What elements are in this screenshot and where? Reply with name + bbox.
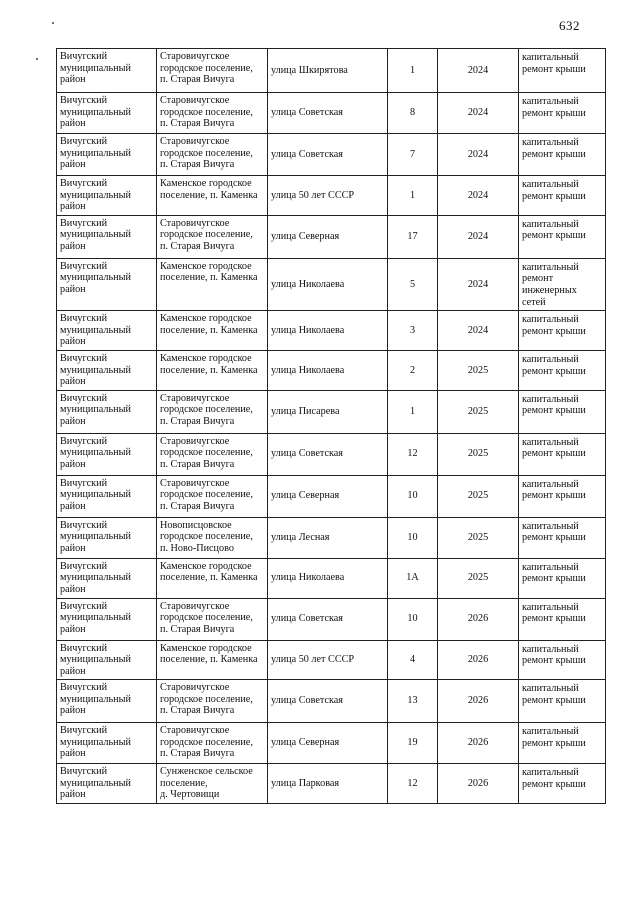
work-type-cell [519,640,606,680]
district-cell-line: район [60,748,86,760]
work-type-cell-line: ремонт крыши [522,448,586,460]
house-number-cell: 12 [388,433,438,475]
settlement-cell-line: городское поселение, [160,147,253,159]
year-cell: 2025 [438,517,519,558]
street-cell: улица Парковая [268,764,388,804]
settlement-cell [157,640,268,680]
house-number-cell: 1 [388,176,438,216]
work-type-cell-line: капитальный [522,601,579,613]
street-cell: улица Лесная [268,517,388,558]
settlement-cell-line: поселение, п. Каменка [160,572,258,584]
work-type-cell-line: ремонт крыши [522,230,586,242]
district-cell [57,558,157,598]
street-cell: улица Советская [268,93,388,134]
table-body [57,49,606,804]
settlement-cell-line: п. Ново-Писцово [160,542,234,554]
district-cell-line: муниципальный [60,189,131,201]
work-type-cell-line: ремонт крыши [522,694,586,706]
work-type-cell-line: капитальный [522,179,579,190]
house-number-cell: 7 [388,134,438,176]
work-type-cell-line: ремонт крыши [522,655,586,667]
work-type-cell-line: ремонт крыши [522,365,586,377]
street-cell: улица Северная [268,215,388,258]
district-cell-line: район [60,458,86,470]
settlement-cell-line: поселение, п. Каменка [160,654,258,666]
settlement-cell [157,93,268,134]
work-type-cell-line: капитальный [522,353,579,365]
district-cell-line: район [60,376,86,388]
street-cell: улица Шкирятова [268,49,388,93]
table-row [57,258,606,310]
settlement-cell-line: Старовичугское [160,600,230,612]
settlement-cell-line: Каменское городское [160,352,252,364]
table-row [57,350,606,390]
work-type-cell-line: ремонт крыши [522,778,586,790]
district-cell [57,390,157,433]
work-type-cell [519,475,606,517]
settlement-cell [157,764,268,804]
house-number-cell: 19 [388,723,438,764]
district-cell-line: муниципальный [60,404,131,416]
work-type-cell [519,176,606,216]
settlement-cell-line: п. Старая Вичуга [160,748,235,760]
district-cell [57,764,157,804]
scan-speck [52,22,54,24]
work-type-cell-line: капитальный [522,767,579,779]
district-cell-line: муниципальный [60,612,131,624]
year-cell: 2025 [438,390,519,433]
settlement-cell-line: городское поселение, [160,404,253,416]
work-type-cell-line: инженерных [522,284,577,296]
work-type-cell-line: ремонт крыши [522,490,586,502]
work-type-cell-line: капитальный [522,643,579,655]
work-type-cell-line: капитальный [522,314,579,326]
work-type-cell-line: ремонт крыши [522,532,586,544]
settlement-cell-line: п. Старая Вичуга [160,705,235,717]
house-number-cell: 10 [388,475,438,517]
district-cell-line: муниципальный [60,736,131,748]
district-cell-line: муниципальный [60,693,131,705]
settlement-cell-line: поселение, п. Каменка [160,364,258,376]
settlement-cell-line: Старовичугское [160,725,230,737]
work-type-cell-line: ремонт крыши [522,63,586,75]
house-number-cell: 13 [388,680,438,723]
settlement-cell-line: городское поселение, [160,489,253,501]
settlement-cell-line: Старовичугское [160,136,230,147]
settlement-cell-line: поселение, п. Каменка [160,189,258,201]
district-cell [57,680,157,723]
work-type-cell [519,680,606,723]
work-type-cell [519,258,606,310]
settlement-cell-line: городское поселение, [160,693,253,705]
settlement-cell-line: Старовичугское [160,51,230,62]
settlement-cell-line: городское поселение, [160,531,253,543]
settlement-cell-line: Старовичугское [160,392,230,404]
table-row [57,475,606,517]
district-cell-line: Вичугский [60,136,108,147]
district-cell-line: муниципальный [60,272,131,284]
district-cell-line: район [60,623,86,635]
district-cell-line: Вичугский [60,352,108,364]
work-type-cell-line: ремонт крыши [522,325,586,337]
street-cell: улица Николаева [268,350,388,390]
settlement-cell-line: п. Старая Вичуга [160,623,235,635]
table-row [57,723,606,764]
district-cell-line: район [60,415,86,427]
settlement-cell-line: городское поселение, [160,447,253,459]
street-cell: улица Советская [268,134,388,176]
district-cell-line: муниципальный [60,572,131,584]
settlement-cell [157,390,268,433]
settlement-cell-line: Каменское городское [160,642,252,654]
settlement-cell-line: Каменское городское [160,260,252,272]
settlement-cell [157,134,268,176]
district-cell-line: Вичугский [60,682,108,694]
district-cell-line: Вичугский [60,217,108,229]
year-cell: 2026 [438,680,519,723]
district-cell-line: Вичугский [60,51,108,62]
district-cell-line: муниципальный [60,447,131,459]
work-type-cell [519,350,606,390]
settlement-cell-line: п. Старая Вичуга [160,500,235,512]
year-cell: 2024 [438,215,519,258]
table-row [57,558,606,598]
settlement-cell-line: Старовичугское [160,95,230,106]
district-cell-line: Вичугский [60,519,108,531]
settlement-cell [157,350,268,390]
house-number-cell: 5 [388,258,438,310]
work-type-cell-line: ремонт крыши [522,405,586,417]
district-cell-line: район [60,159,86,171]
table-row [57,517,606,558]
year-cell: 2026 [438,764,519,804]
work-type-cell-line: ремонт крыши [522,737,586,749]
settlement-cell-line: поселение, п. Каменка [160,324,258,336]
house-number-cell: 1А [388,558,438,598]
district-cell-line: муниципальный [60,62,131,74]
district-cell [57,49,157,93]
table-row [57,640,606,680]
work-type-cell-line: капитальный [522,218,579,230]
work-type-cell-line: ремонт крыши [522,190,586,202]
house-number-cell: 8 [388,93,438,134]
settlement-cell [157,598,268,640]
year-cell: 2024 [438,134,519,176]
work-type-cell-line: ремонт крыши [522,107,586,119]
work-type-cell [519,93,606,134]
table-row [57,680,606,723]
table-row [57,311,606,351]
work-type-cell-line: капитальный [522,683,579,695]
street-cell: улица Северная [268,475,388,517]
district-cell-line: муниципальный [60,654,131,666]
table-row [57,134,606,176]
street-cell: улица 50 лет СССР [268,640,388,680]
district-cell-line: район [60,665,86,677]
settlement-cell [157,517,268,558]
work-type-cell [519,49,606,93]
settlement-cell-line: Новописцовское [160,519,232,531]
district-cell [57,311,157,351]
settlement-cell-line: Старовичугское [160,682,230,694]
settlement-cell-line: п. Старая Вичуга [160,74,235,86]
district-cell-line: район [60,542,86,554]
district-cell-line: муниципальный [60,489,131,501]
year-cell: 2025 [438,558,519,598]
settlement-cell [157,475,268,517]
street-cell: улица Северная [268,723,388,764]
work-type-cell-line: ремонт крыши [522,148,586,160]
district-cell-line: район [60,201,86,213]
settlement-cell-line: Старовичугское [160,435,230,447]
work-type-cell-line: капитальный [522,393,579,405]
settlement-cell [157,215,268,258]
settlement-cell-line: Каменское городское [160,560,252,572]
year-cell: 2026 [438,598,519,640]
year-cell: 2025 [438,350,519,390]
settlement-cell-line: Каменское городское [160,313,252,325]
street-cell: улица Николаева [268,311,388,351]
table-row [57,49,606,93]
district-cell-line: муниципальный [60,777,131,789]
work-type-cell-line: ремонт крыши [522,613,586,625]
work-type-cell [519,598,606,640]
work-type-cell-line: ремонт крыши [522,573,586,585]
year-cell: 2024 [438,176,519,216]
work-type-cell-line: капитальный [522,96,579,107]
settlement-cell-line: поселение, п. Каменка [160,272,258,284]
house-number-cell: 12 [388,764,438,804]
work-type-cell-line: капитальный [522,137,579,148]
year-cell: 2024 [438,49,519,93]
street-cell: улица Советская [268,598,388,640]
year-cell: 2025 [438,475,519,517]
settlement-cell [157,433,268,475]
district-cell [57,640,157,680]
table-row [57,215,606,258]
year-cell: 2026 [438,723,519,764]
district-cell-line: муниципальный [60,229,131,241]
work-type-cell-line: капитальный [522,520,579,532]
district-cell-line: район [60,118,86,130]
settlement-cell-line: поселение, [160,777,208,789]
district-cell [57,475,157,517]
page-number: 632 [559,18,580,33]
table-row [57,93,606,134]
house-number-cell: 1 [388,49,438,93]
district-cell-line: район [60,283,86,295]
work-type-cell [519,390,606,433]
work-type-cell-line: ремонт [522,273,554,285]
house-number-cell: 10 [388,598,438,640]
table-row [57,390,606,433]
settlement-cell-line: д. Чертовищи [160,789,220,801]
work-type-cell-line: капитальный [522,561,579,573]
district-cell-line: Вичугский [60,435,108,447]
settlement-cell-line: Старовичугское [160,477,230,489]
work-type-cell [519,764,606,804]
district-cell [57,93,157,134]
work-type-cell-line: капитальный [522,726,579,738]
settlement-cell-line: городское поселение, [160,612,253,624]
district-cell-line: муниципальный [60,531,131,543]
district-cell-line: Вичугский [60,178,108,189]
street-cell: улица Советская [268,680,388,723]
district-cell [57,723,157,764]
settlement-cell [157,176,268,216]
district-cell [57,433,157,475]
district-cell-line: Вичугский [60,95,108,106]
settlement-cell-line: п. Старая Вичуга [160,458,235,470]
street-cell: улица 50 лет СССР [268,176,388,216]
district-cell-line: район [60,336,86,348]
street-cell: улица Советская [268,433,388,475]
district-cell-line: муниципальный [60,364,131,376]
district-cell-line: Вичугский [60,313,108,325]
work-type-cell-line: сетей [522,296,546,308]
district-cell [57,350,157,390]
settlement-cell-line: п. Старая Вичуга [160,415,235,427]
house-number-cell: 10 [388,517,438,558]
house-number-cell: 3 [388,311,438,351]
district-cell [57,215,157,258]
year-cell: 2026 [438,640,519,680]
settlement-cell-line: Сунженское сельское [160,766,253,778]
district-cell-line: район [60,789,86,801]
year-cell: 2024 [438,93,519,134]
street-cell: улица Николаева [268,258,388,310]
settlement-cell-line: п. Старая Вичуга [160,240,235,252]
house-number-cell: 1 [388,390,438,433]
district-cell-line: Вичугский [60,260,108,272]
district-cell-line: Вичугский [60,477,108,489]
work-type-cell [519,558,606,598]
house-number-cell: 4 [388,640,438,680]
settlement-cell [157,258,268,310]
settlement-cell [157,723,268,764]
work-type-cell-line: капитальный [522,261,579,273]
work-type-cell [519,517,606,558]
district-cell-line: муниципальный [60,324,131,336]
work-type-cell [519,134,606,176]
district-cell-line: Вичугский [60,392,108,404]
district-cell [57,598,157,640]
district-cell [57,258,157,310]
settlement-cell-line: Старовичугское [160,217,230,229]
settlement-cell [157,680,268,723]
district-cell-line: Вичугский [60,766,108,778]
settlement-cell [157,49,268,93]
district-cell-line: район [60,705,86,717]
house-number-cell: 17 [388,215,438,258]
street-cell: улица Писарева [268,390,388,433]
district-cell-line: муниципальный [60,106,131,118]
repair-schedule-table [56,48,606,804]
year-cell: 2024 [438,258,519,310]
work-type-cell [519,215,606,258]
district-cell-line: Вичугский [60,642,108,654]
district-cell-line: Вичугский [60,725,108,737]
district-cell-line: Вичугский [60,600,108,612]
settlement-cell [157,311,268,351]
district-cell [57,176,157,216]
table-row [57,176,606,216]
work-type-cell [519,311,606,351]
settlement-cell-line: городское поселение, [160,229,253,241]
district-cell [57,517,157,558]
table-row [57,764,606,804]
district-cell-line: район [60,500,86,512]
table-row [57,433,606,475]
settlement-cell-line: городское поселение, [160,62,253,74]
work-type-cell-line: капитальный [522,478,579,490]
street-cell: улица Николаева [268,558,388,598]
settlement-cell-line: городское поселение, [160,736,253,748]
year-cell: 2025 [438,433,519,475]
settlement-cell-line: п. Старая Вичуга [160,159,235,171]
work-type-cell [519,433,606,475]
district-cell-line: район [60,74,86,86]
house-number-cell: 2 [388,350,438,390]
year-cell: 2024 [438,311,519,351]
work-type-cell-line: капитальный [522,52,579,63]
settlement-cell [157,558,268,598]
settlement-cell-line: п. Старая Вичуга [160,118,235,130]
table-row [57,598,606,640]
work-type-cell-line: капитальный [522,436,579,448]
district-cell-line: район [60,240,86,252]
district-cell-line: муниципальный [60,147,131,159]
settlement-cell-line: Каменское городское [160,178,252,189]
settlement-cell-line: городское поселение, [160,106,253,118]
district-cell-line: район [60,583,86,595]
district-cell-line: Вичугский [60,560,108,572]
scan-speck [36,58,38,60]
district-cell [57,134,157,176]
work-type-cell [519,723,606,764]
